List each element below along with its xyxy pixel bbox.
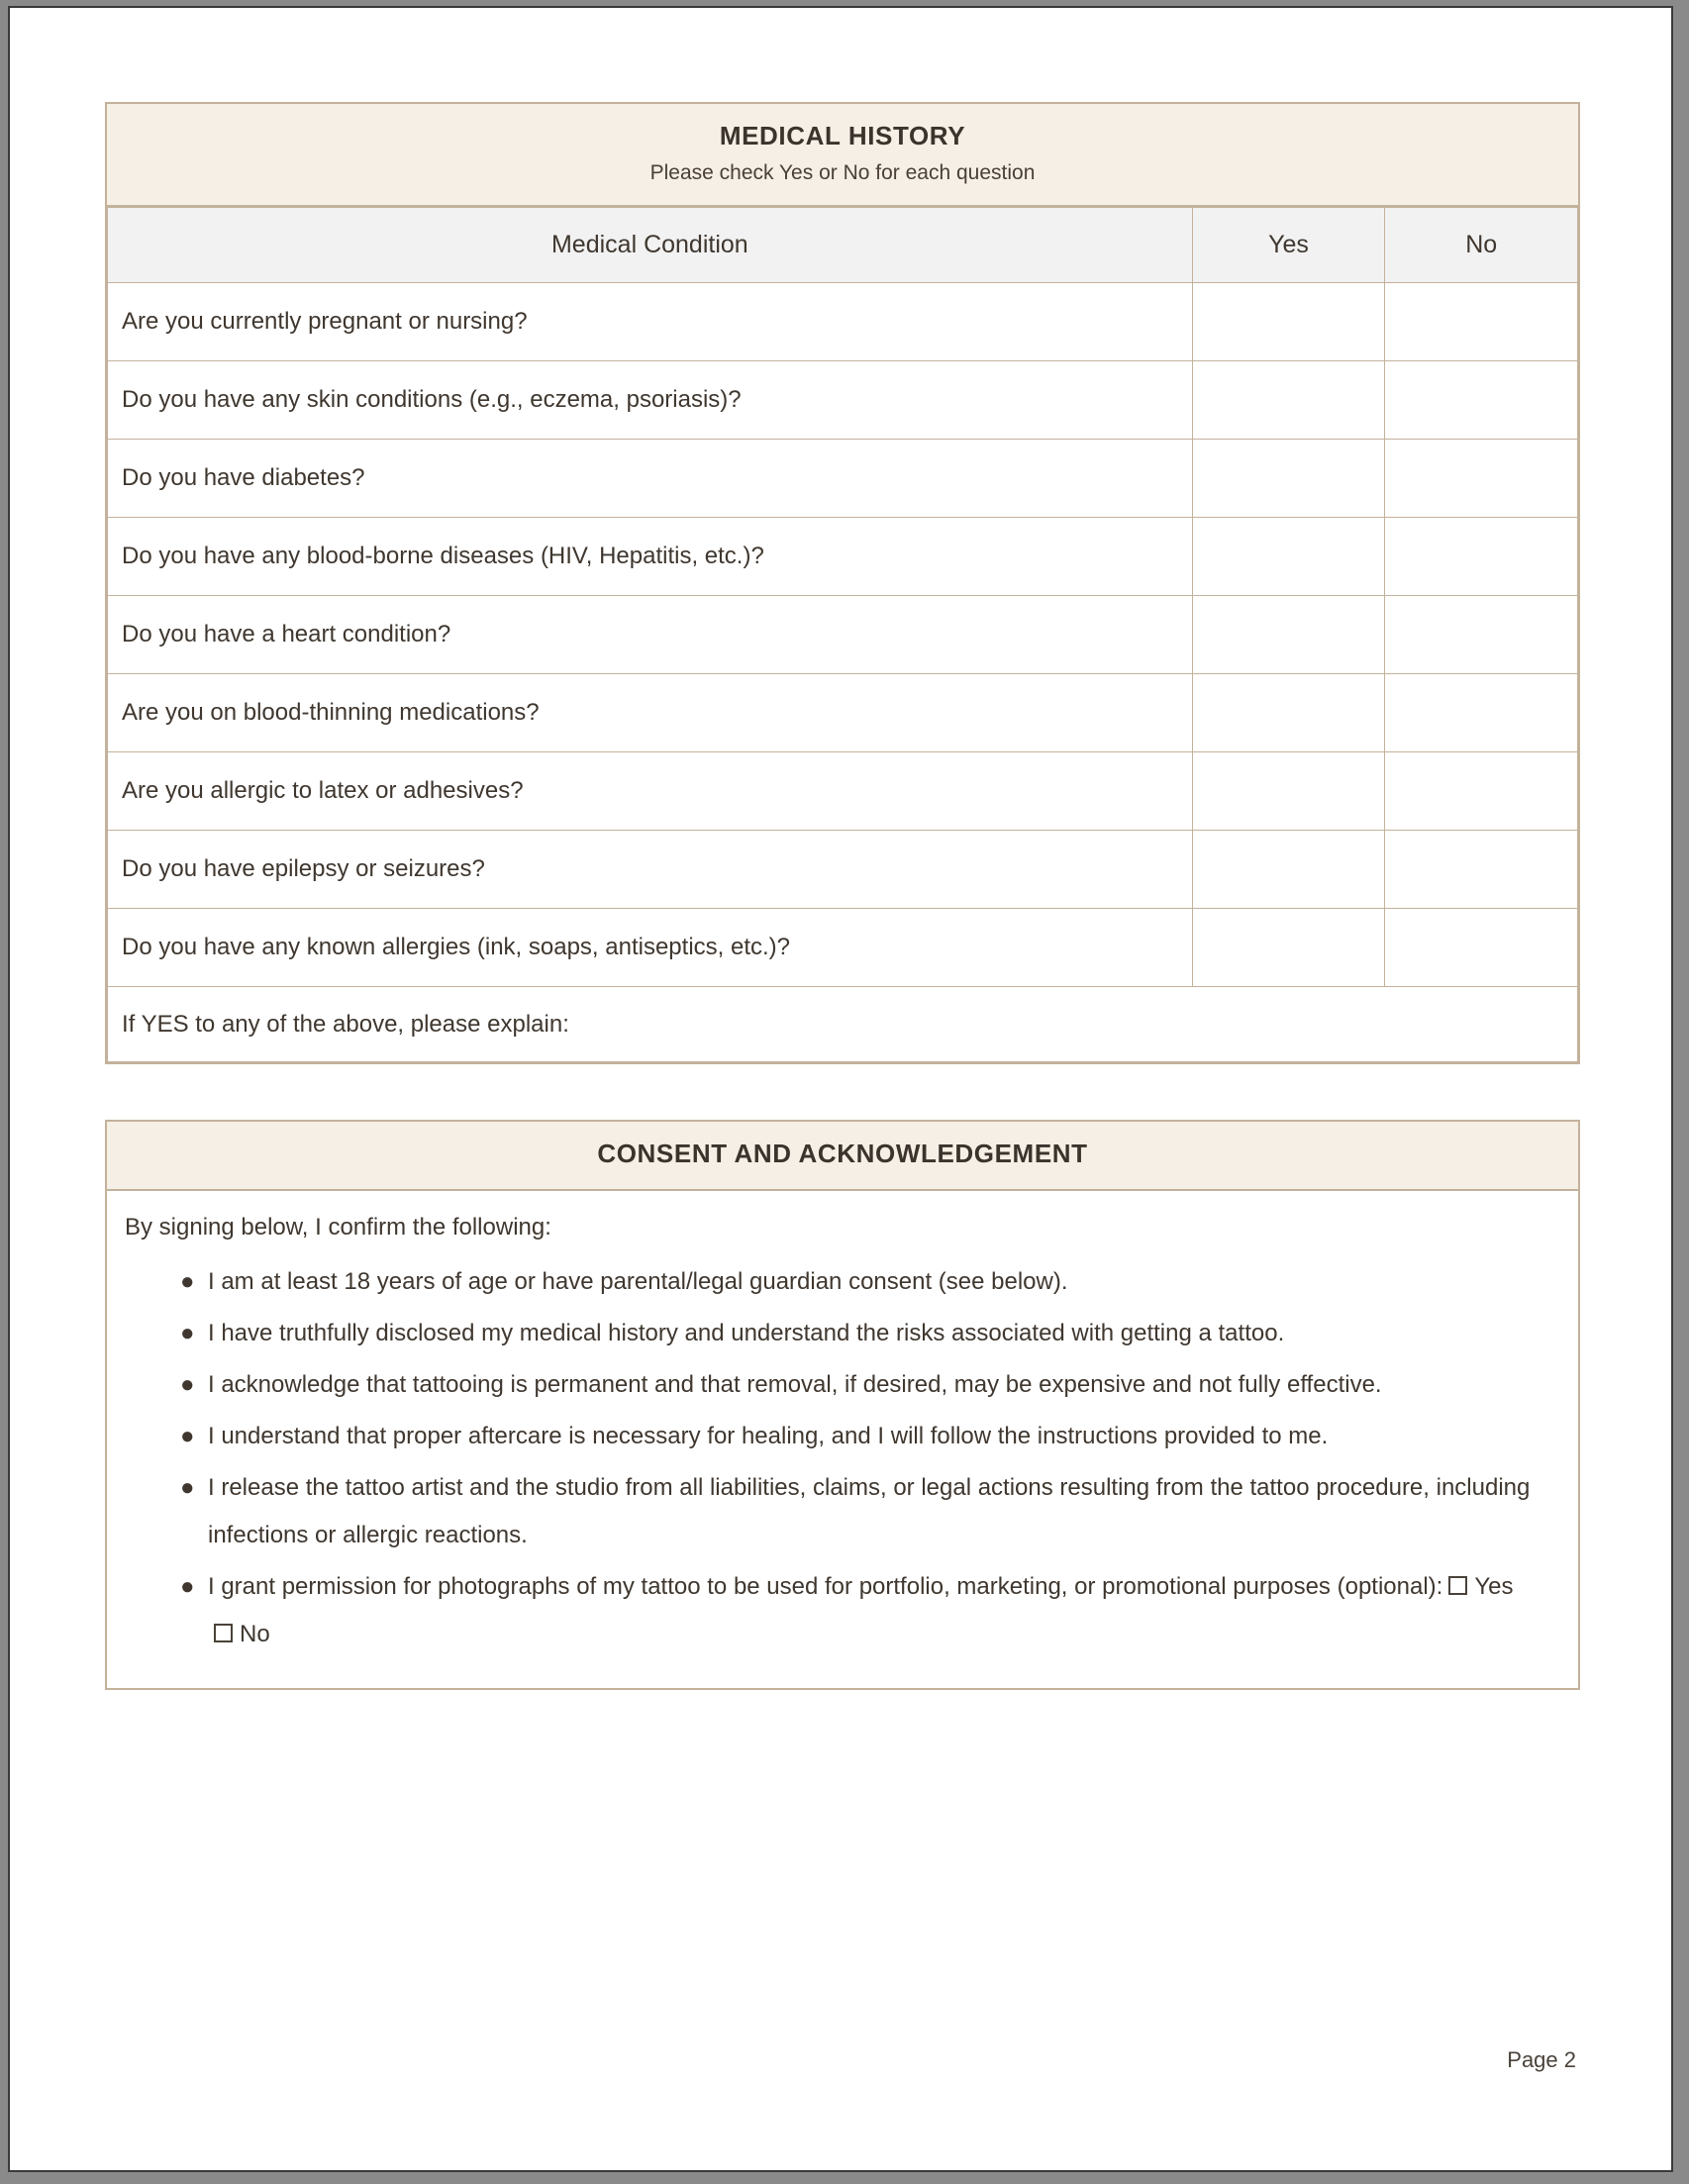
question-label: Do you have a heart condition? <box>108 596 1193 674</box>
list-item <box>125 1310 1560 1357</box>
page-content <box>105 102 1580 1690</box>
bullet-icon: ● <box>180 1473 195 1501</box>
photo-permission-yes-label: Yes <box>1474 1572 1514 1600</box>
list-item <box>125 1413 1560 1460</box>
table-row <box>108 909 1578 987</box>
consent-header <box>107 1122 1578 1191</box>
yes-checkbox-cell[interactable] <box>1192 831 1385 909</box>
column-header-yes: Yes <box>1192 208 1385 283</box>
no-checkbox-cell[interactable] <box>1385 831 1578 909</box>
list-item-text: I have truthfully disclosed my medical history and understand the risks associated with getting a tattoo. <box>208 1319 1285 1346</box>
no-checkbox-cell[interactable] <box>1385 283 1578 361</box>
table-row <box>108 596 1578 674</box>
no-checkbox-cell[interactable] <box>1385 518 1578 596</box>
medical-history-subtitle: Please check Yes or No for each question <box>649 160 1036 184</box>
no-checkbox-cell[interactable] <box>1385 440 1578 518</box>
bullet-icon: ● <box>180 1422 195 1449</box>
list-item-text: I acknowledge that tattooing is permanent and that removal, if desired, may be expensive and not fully effective. <box>208 1370 1382 1398</box>
medical-history-title: MEDICAL HISTORY <box>719 121 966 150</box>
explain-label[interactable]: If YES to any of the above, please explain: <box>108 987 1578 1062</box>
table-row <box>108 440 1578 518</box>
page-number-footer: Page 2 <box>1507 2047 1576 2072</box>
consent-body <box>107 1191 1578 1688</box>
document-page <box>8 6 1673 2172</box>
medical-history-header <box>107 104 1578 207</box>
list-item-text: I understand that proper aftercare is necessary for healing, and I will follow the instructions provided to me. <box>208 1422 1329 1449</box>
no-checkbox-cell[interactable] <box>1385 674 1578 752</box>
question-label: Are you on blood-thinning medications? <box>108 674 1193 752</box>
explain-row <box>108 987 1578 1062</box>
question-label: Do you have any known allergies (ink, soaps, antiseptics, etc.)? <box>108 909 1193 987</box>
list-item <box>125 1464 1560 1559</box>
yes-checkbox-cell[interactable] <box>1192 283 1385 361</box>
column-header-condition: Medical Condition <box>108 208 1193 283</box>
list-item <box>125 1258 1560 1306</box>
yes-checkbox-cell[interactable] <box>1192 674 1385 752</box>
list-item-photo-permission <box>125 1563 1560 1658</box>
photo-permission-text: I grant permission for photographs of my tattoo to be used for portfolio, marketing, or promotional purposes (optional): <box>208 1572 1443 1600</box>
medical-history-table-head <box>108 208 1578 283</box>
no-checkbox-cell[interactable] <box>1385 596 1578 674</box>
consent-intro-text: By signing below, I confirm the following: <box>125 1213 551 1241</box>
table-row <box>108 752 1578 831</box>
medical-history-section <box>105 102 1580 1064</box>
bullet-icon: ● <box>180 1319 195 1346</box>
consent-title: CONSENT AND ACKNOWLEDGEMENT <box>597 1139 1088 1169</box>
photo-permission-no-label: No <box>240 1620 270 1647</box>
question-label: Do you have epilepsy or seizures? <box>108 831 1193 909</box>
table-header-row <box>108 208 1578 283</box>
medical-history-table-body <box>108 283 1578 1062</box>
bullet-icon: ● <box>180 1370 195 1398</box>
bullet-icon: ● <box>180 1572 195 1600</box>
question-label: Do you have any skin conditions (e.g., eczema, psoriasis)? <box>108 361 1193 440</box>
yes-checkbox-cell[interactable] <box>1192 752 1385 831</box>
bullet-icon: ● <box>180 1267 195 1295</box>
yes-checkbox-cell[interactable] <box>1192 909 1385 987</box>
no-checkbox-cell[interactable] <box>1385 909 1578 987</box>
list-item-text: I release the tattoo artist and the studio from all liabilities, claims, or legal actions resulting from the tattoo procedure, including infections or allergic reactions. <box>208 1473 1531 1548</box>
no-checkbox-cell[interactable] <box>1385 361 1578 440</box>
no-checkbox-cell[interactable] <box>1385 752 1578 831</box>
photo-permission-no-checkbox[interactable] <box>214 1624 233 1642</box>
table-row <box>108 674 1578 752</box>
yes-checkbox-cell[interactable] <box>1192 361 1385 440</box>
yes-checkbox-cell[interactable] <box>1192 440 1385 518</box>
table-row <box>108 283 1578 361</box>
consent-list <box>125 1258 1560 1658</box>
list-item <box>125 1361 1560 1409</box>
question-label: Do you have any blood-borne diseases (HIV, Hepatitis, etc.)? <box>108 518 1193 596</box>
photo-permission-yes-checkbox[interactable] <box>1448 1576 1467 1595</box>
question-label: Are you allergic to latex or adhesives? <box>108 752 1193 831</box>
table-row <box>108 361 1578 440</box>
yes-checkbox-cell[interactable] <box>1192 518 1385 596</box>
list-item-text: I am at least 18 years of age or have parental/legal guardian consent (see below). <box>208 1267 1068 1295</box>
medical-history-table <box>107 207 1578 1062</box>
yes-checkbox-cell[interactable] <box>1192 596 1385 674</box>
table-row <box>108 831 1578 909</box>
question-label: Do you have diabetes? <box>108 440 1193 518</box>
consent-section <box>105 1120 1580 1690</box>
column-header-no: No <box>1385 208 1578 283</box>
table-row <box>108 518 1578 596</box>
question-label: Are you currently pregnant or nursing? <box>108 283 1193 361</box>
